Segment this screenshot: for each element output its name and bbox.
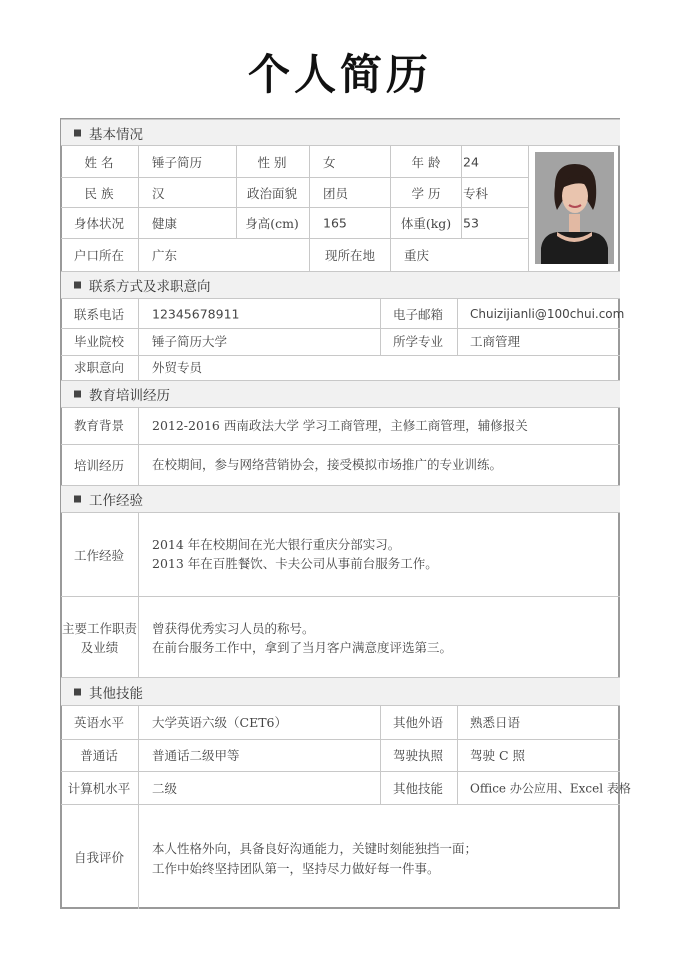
section-skills: 其他技能	[61, 677, 620, 706]
school-label: 毕业院校	[73, 334, 125, 349]
portrait-icon	[535, 152, 614, 264]
degree-label: 学 历	[411, 186, 441, 201]
training-value: 在校期间，参与网络营销协会，接受模拟市场推广的专业训练。	[152, 457, 503, 472]
duties-value: 曾获得优秀实习人员的称号。 在前台服务工作中，拿到了当月客户满意度评选第三。	[152, 621, 453, 655]
other-skill-label: 其他技能	[392, 781, 444, 796]
age-value: 24	[463, 154, 479, 170]
training-label: 培训经历	[73, 458, 125, 473]
height-label: 身高(cm)	[245, 216, 299, 231]
square-bullet-icon	[74, 688, 81, 695]
intent-label: 求职意向	[73, 360, 125, 375]
phone-value: 12345678911	[152, 306, 240, 322]
degree-value: 专科	[463, 186, 489, 201]
section-basic: 基本情况	[61, 119, 620, 146]
ethnicity-label: 民 族	[84, 186, 114, 201]
section-work: 工作经验	[61, 485, 620, 513]
license-value: 驾驶 C 照	[470, 748, 526, 763]
residence-label: 现所在地	[324, 248, 376, 263]
intent-value: 外贸专员	[152, 360, 203, 375]
height-value: 165	[323, 215, 347, 231]
page-title: 个人简历	[247, 50, 432, 99]
hukou-label: 户口所在	[73, 248, 125, 263]
school-value: 锤子简历大学	[152, 334, 228, 349]
major-label: 所学专业	[392, 334, 444, 349]
ethnicity-value: 汉	[152, 186, 165, 201]
major-value: 工商管理	[470, 334, 521, 349]
duties-label: 主要工作职责 及业绩	[61, 621, 137, 655]
other-skill-value: Office 办公应用、Excel 表格	[470, 781, 631, 796]
work-experience-value: 2014 年在校期间在光大银行重庆分部实习。 2013 年在百胜餐饮、卡夫公司从事前台服务工作。	[152, 537, 438, 571]
political-value: 团员	[323, 186, 349, 201]
email-label: 电子邮箱	[392, 307, 444, 322]
email-value: Chuizijianli@100chui.com	[470, 307, 625, 321]
name-value: 锤子简历	[152, 155, 203, 170]
gender-value: 女	[323, 155, 336, 170]
self-eval-value: 本人性格外向，具备良好沟通能力，关键时刻能独挡一面； 工作中始终坚持团队第一，坚持尽力做好每一件事。	[152, 841, 478, 876]
weight-label: 体重(kg)	[400, 216, 452, 231]
health-value: 健康	[152, 216, 178, 231]
hukou-value: 广东	[152, 248, 178, 263]
phone-label: 联系电话	[73, 307, 125, 322]
edu-background-label: 教育背景	[73, 418, 125, 433]
health-label: 身体状况	[73, 216, 125, 231]
computer-label: 计算机水平	[67, 781, 131, 796]
edu-background-value: 2012-2016 西南政法大学 学习工商管理，主修工商管理，辅修报关	[152, 418, 528, 433]
gender-label: 性 别	[257, 155, 287, 170]
mandarin-label: 普通话	[80, 748, 118, 763]
english-label: 英语水平	[73, 715, 125, 730]
square-bullet-icon	[74, 496, 81, 503]
work-experience-label: 工作经验	[73, 548, 125, 563]
self-eval-label: 自我评价	[73, 850, 125, 865]
age-label: 年 龄	[411, 155, 441, 170]
english-value: 大学英语六级（CET6）	[152, 715, 287, 730]
section-contact: 联系方式及求职意向	[61, 271, 620, 299]
mandarin-value: 普通话二级甲等	[152, 748, 240, 763]
residence-value: 重庆	[404, 248, 430, 263]
name-label: 姓 名	[84, 155, 114, 170]
profile-photo	[535, 152, 614, 264]
square-bullet-icon	[74, 391, 81, 398]
section-education: 教育培训经历	[61, 380, 620, 408]
political-label: 政治面貌	[246, 186, 298, 201]
weight-value: 53	[463, 215, 479, 231]
square-bullet-icon	[74, 129, 81, 136]
square-bullet-icon	[74, 282, 81, 289]
license-label: 驾驶执照	[392, 748, 444, 763]
other-lang-label: 其他外语	[392, 715, 444, 730]
other-lang-value: 熟悉日语	[470, 715, 521, 730]
computer-value: 二级	[152, 781, 178, 796]
